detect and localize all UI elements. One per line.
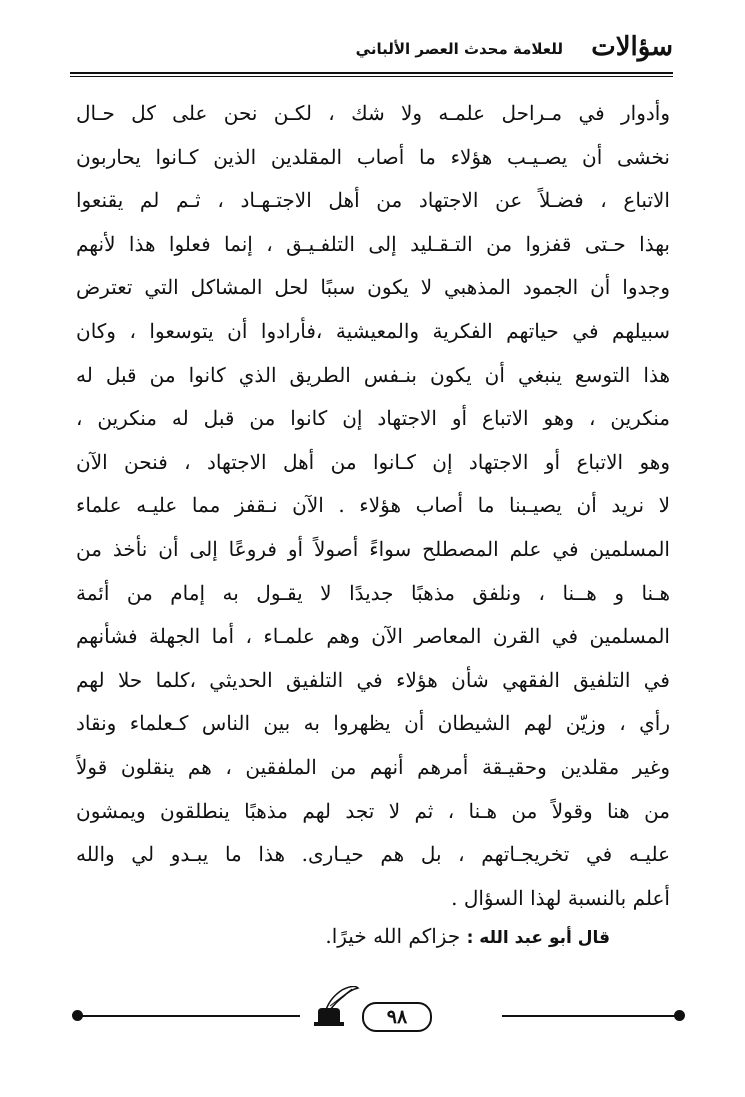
- body-line: أعلم بالنسبة لهذا السؤال .: [451, 885, 670, 910]
- body-line: وجدوا أن الجمود المذهبي لا يكون سببًا لحل المشاكل التي تعترض: [76, 275, 670, 300]
- body-line: منكرين ، وهو الاتباع أو الاجتهاد إن كانوا من قبل له منكرين ،: [76, 406, 670, 431]
- header-title: للعلامة محدث العصر الألباني: [355, 40, 563, 58]
- body-line: وهو الاتباع أو الاجتهاد إن كـانوا من أهل الاجتهاد ، فنحن الآن: [76, 449, 670, 474]
- body-line: وأدوار في مـراحل علمـه ولا شك ، لكـن نحن على كل حـال: [76, 101, 670, 125]
- header-divider: [70, 72, 673, 77]
- body-line: هذا التوسع ينبغي أن يكون بنـفس الطريق الذي كانوا من قبل له: [76, 362, 670, 387]
- body-line: الاتباع ، فضـلاً عن الاجتهاد من أهل الاجتـهـاد ، ثـم لم يقنعوا: [76, 188, 670, 213]
- body-line: رأي ، وزيّن لهم الشيطان أن يظهروا به بين الناس كـعلماء ونقاد: [76, 711, 670, 736]
- body-line: المسلمين في القرن المعاصر الآن وهم علمـاء ، أما الجهلة فشأنهم: [76, 624, 670, 649]
- body-line: نخشى أن يصـيـب هؤلاء ما أصاب المقلدين الذين كـانوا يحاربون: [76, 144, 670, 169]
- body-line: هـنا و هــنا ، ونلفق مذهبًا جديدًا لا يقـول به إمام من أئمة: [76, 580, 670, 605]
- body-line: المسلمين في علم المصطلح سواءً أصولاً أو فروعًا إلى أن نأخذ من: [76, 536, 670, 561]
- closing-text: جزاكم الله خيرًا.: [325, 924, 467, 948]
- footer-rule: [80, 1015, 300, 1017]
- body-line: بهذا حـتى قفزوا من التـقـليد إلى التلفـيـق ، إنما فعلوا هذا لأنهم: [76, 231, 670, 256]
- body-line: في التلفيق الفقهي شأن هؤلاء في التلفيق الحديثي ،كلما حلا لهم: [76, 667, 670, 692]
- body-line: لا نريد أن يصيـبنا ما أصاب هؤلاء . الآن نـقفز مما عليـه علماء: [76, 493, 670, 518]
- page-footer: [72, 1000, 625, 1040]
- series-title-calligraphy: سؤالات: [591, 32, 673, 62]
- running-header: [70, 32, 673, 70]
- body-line: عليـه في تخريجـاتهم ، بل هم حيـارى. هذا ما يبـدو لي والله: [76, 842, 670, 867]
- body-line: من هنا وقولاً من هـنا ، ثم لا تجد لهم مذهبًا ينطلقون ويمشون: [76, 798, 670, 823]
- footer-rule: [502, 1015, 680, 1017]
- body-line: وغير مقلدين وحقيـقة أمرهم أنهم من الملفقين ، هم ينقلون قولاً: [76, 754, 670, 779]
- body-text: [76, 92, 670, 920]
- closing-remark: [325, 924, 610, 948]
- body-line: سبيلهم في حياتهم الفكرية والمعيشية ،فأرادوا أن يتوسعوا ، وكان: [76, 318, 670, 343]
- footer-ornament-dot: [674, 1010, 685, 1021]
- inkwell-quill-icon: [300, 986, 360, 1028]
- page-number: ٩٨: [362, 1002, 432, 1032]
- speaker-label: قال أبو عبد الله :: [466, 928, 610, 948]
